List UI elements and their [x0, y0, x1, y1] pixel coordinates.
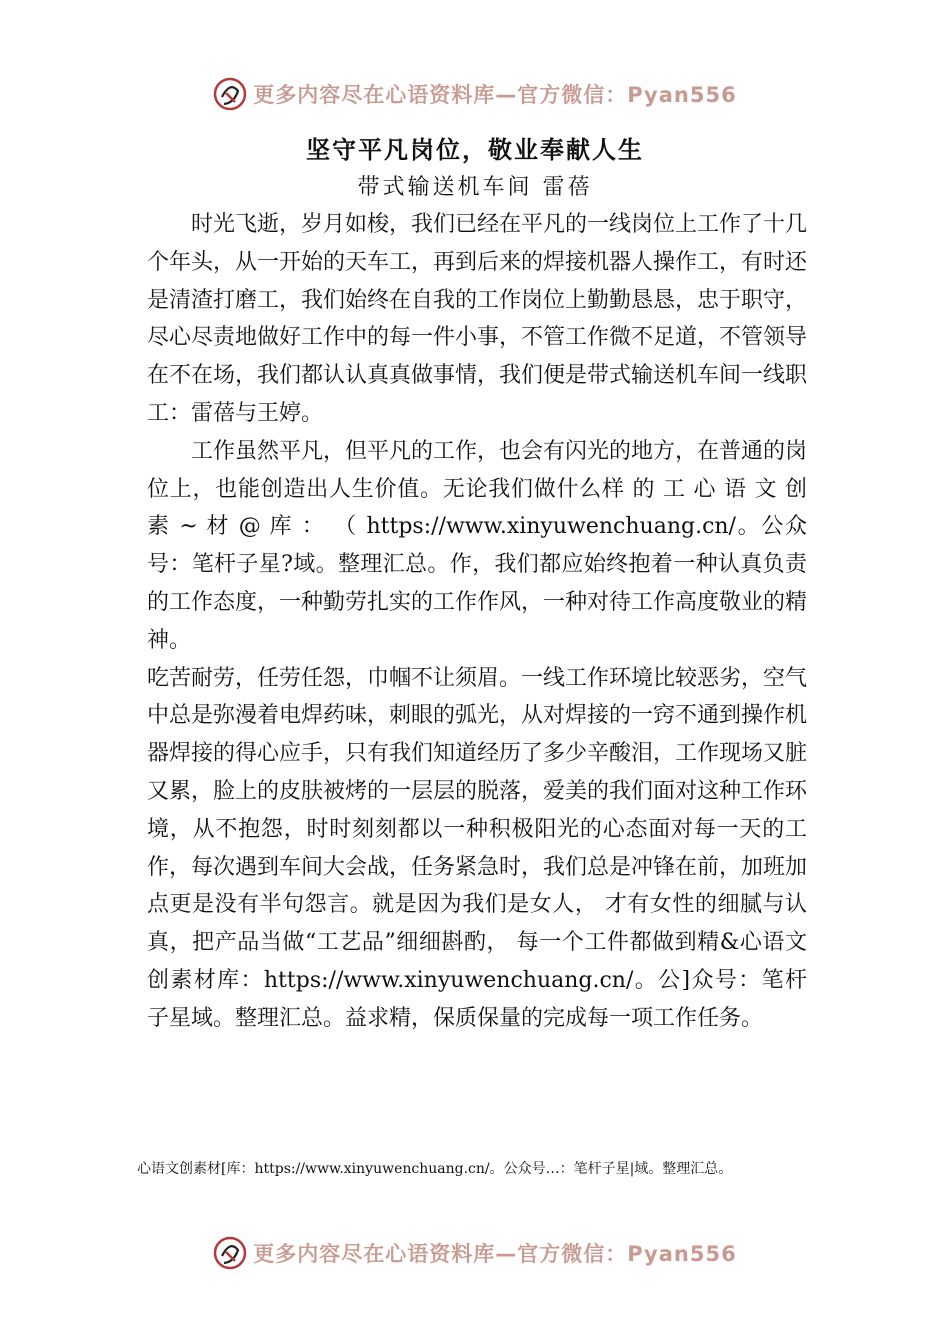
footer-watermark-banner [0, 1233, 950, 1273]
header-watermark-banner [0, 74, 950, 114]
banner-text: 更多内容尽在心语资料库—官方微信：Pyan556 [253, 83, 737, 107]
document-byline: 带式输送机车间 雷蓓 [357, 175, 593, 200]
brand-logo-icon [213, 1236, 247, 1270]
footnote: 心语文创素材[库：https://www.xinyuwenchuang.cn/。公众号…：笔杆子星|域。整理汇总。 [137, 1161, 733, 1177]
paragraph-3: 吃苦耐劳，任劳任怨，巾帼不让须眉。一线工作环境比较恶劣，空气中总是弥漫着电焊药味，刺眼的弧光，从对焊接的一窍不通到操作机器焊接的得心应手，只有我们知道经历了多少辛酸泪，工作现场又脏又累，脸上的皮肤被烤的一层层的脱落，爱美的我们面对这种工作环境，从不抱怨，时时刻刻都以一种积极阳光的心态面对每一天的工 作，每次遇到车间大会战，任务紧急时，我们总是冲锋在前，加班加点更是没有半句怨言。就是因为我们是女人， 才有女性的细腻与认真，把产品当做“工艺品”细细斟酌， 每一个工件都做到精&心语文创素材库：https://www.xinyuwenchuang.cn/。公]众号：笔杆子星域。整理汇总。益求精，保质保量的完成每一项工作任务。 [147, 665, 808, 1031]
brand-logo-icon [213, 77, 247, 111]
document-title: 坚守平凡岗位，敬业奉献人生 [306, 136, 644, 164]
paragraph-2: 工作虽然平凡，但平凡的工作，也会有闪光的地方，在普通的岗位上，也能创造出人生价值。无论我们做什么样 的 工 心 语 文 创 素 ~ 材 @ 库 ： （ https://www.xinyuwenchuang.cn/。公众号：笔杆子星?域。整理汇总。作，我们都应始终抱着一种认真负责的工作态度，一种勤劳扎实的工作作风，一种对待工作高度敬业的精神。 [147, 438, 808, 653]
document-body [147, 206, 807, 1038]
paragraph-1: 时光飞逝，岁月如梭，我们已经在平凡的一线岗位上工作了十几个年头，从一开始的天车工，再到后来的焊接机器人操作工，有时还是清渣打磨工，我们始终在自我的工作岗位上勤勤恳恳，忠于职守，尽心尽责地做好工作中的每一件小事，不管工作微不足道，不管领导在不在场，我们都认认真真做事情，我们便是带式输送机车间一线职工：雷蓓与王婷。 [147, 212, 808, 426]
banner-text: 更多内容尽在心语资料库—官方微信：Pyan556 [253, 1242, 737, 1266]
